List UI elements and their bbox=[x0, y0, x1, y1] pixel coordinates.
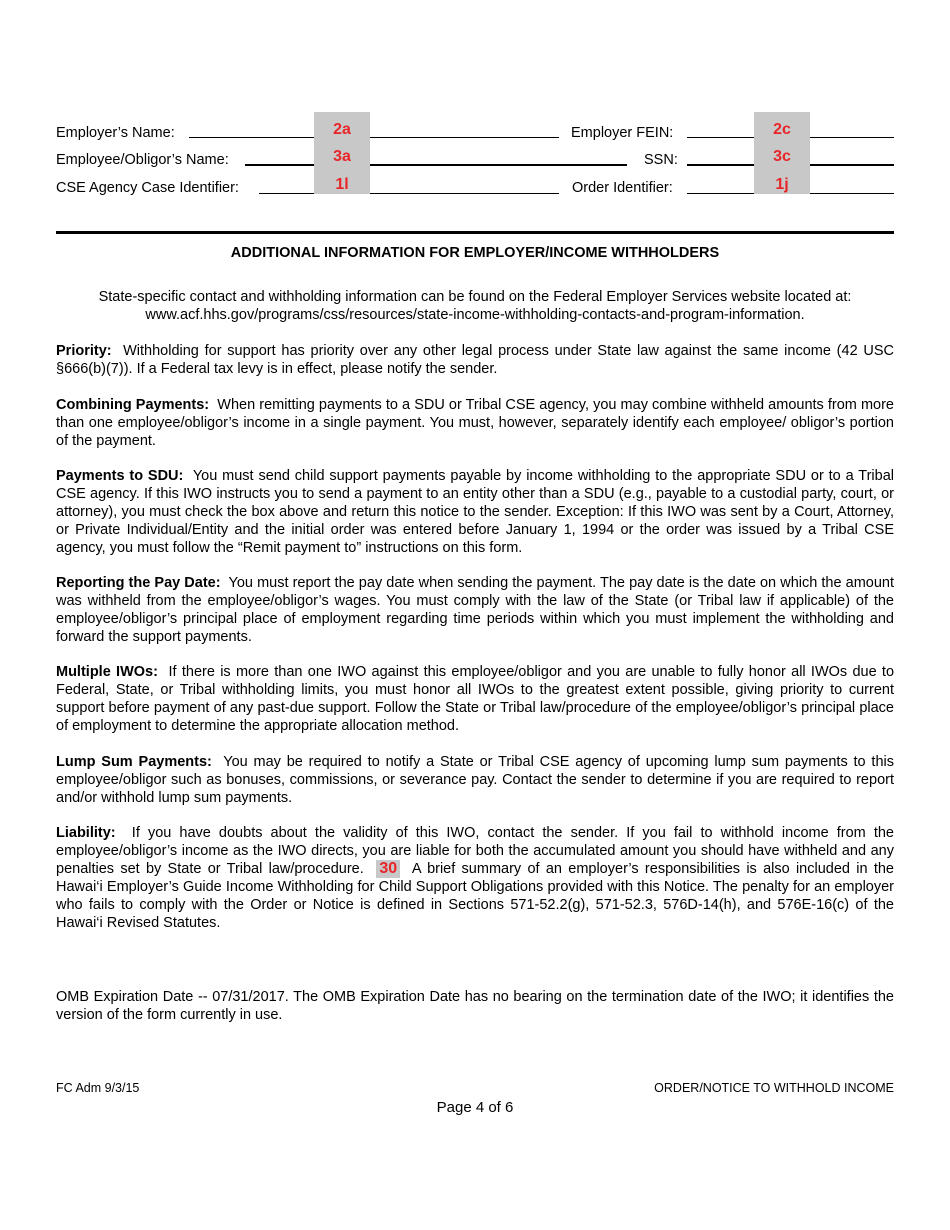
combining-heading: Combining Payments: bbox=[56, 397, 210, 413]
intro-line-1: State-specific contact and withholding information can be found on the Federal Employer Services website located at: bbox=[98, 289, 852, 305]
multiple-paragraph bbox=[56, 663, 894, 735]
ssn-field[interactable]: 3c bbox=[754, 140, 810, 167]
case-id-line bbox=[259, 193, 559, 194]
case-id-field[interactable]: 1l bbox=[314, 167, 370, 194]
employer-fein-label: Employer FEIN: bbox=[571, 125, 674, 141]
intro-link[interactable]: www.acf.hhs.gov/programs/css/resources/state-income-withholding-contacts-and-program-information. bbox=[145, 307, 805, 323]
order-id-label: Order Identifier: bbox=[572, 180, 673, 196]
liability-heading: Liability: bbox=[56, 825, 116, 841]
priority-text: Withholding for support has priority over any other legal process under State law against the same income (42 USC §666(b)(7)). If a Federal tax levy is in effect, please notify the sender. bbox=[56, 343, 894, 377]
employer-name-label: Employer’s Name: bbox=[56, 125, 175, 141]
paydate-heading: Reporting the Pay Date: bbox=[56, 575, 221, 591]
liability-text-2: A brief summary of an employer’s responsibilities is also included in the Hawai‘i Employer’s Guide Income Withholding for Child Support Obligations provided with this Notice. The penalty for an employer who fails to comply with the Order or Notice is defined in Sections 571-52.2(g), 571-52.3, 576D-14(h), and 576E-16(c) of the Hawai‘i Revised Statutes. bbox=[56, 861, 894, 931]
lumpsum-text: You may be required to notify a State or Tribal CSE agency of upcoming lump sum payments to this employee/obligor such as bonuses, commissions, or severance pay. Contact the sender to determine if you are required to report and/or withhold lump sum payments. bbox=[56, 754, 895, 806]
page-title: ADDITIONAL INFORMATION FOR EMPLOYER/INCOME WITHHOLDERS bbox=[230, 245, 720, 261]
paydate-text: You must report the pay date when sending the payment. The pay date is the date on which the amount was withheld from the employee/obligor’s wages. You must comply with the law of the State (or Tribal law if applicable) of the employee/obligor’s principal place of employment regarding time periods within which you must implement the withholding and forward the support payments. bbox=[56, 575, 895, 645]
combining-text: When remitting payments to a SDU or Tribal CSE agency, you may combine withheld amounts from more than one employee/obligor’s income in a single payment. You must, however, separately identify each employee/ obligor’s portion of the payment. bbox=[56, 397, 894, 449]
employee-name-label: Employee/Obligor’s Name: bbox=[56, 152, 229, 168]
liability-text-1: If you have doubts about the validity of this IWO, contact the sender. If you fail to withhold income from the employee/obligor’s income as the IWO directs, you are liable for both the accumulated amount you should have withheld and any penalties set by State or Tribal law/procedure. bbox=[56, 825, 894, 877]
sdu-text: You must send child support payments payable by income withholding to the appropriate SDU or to a Tribal CSE agency. If this IWO instructs you to send a payment to an entity other than a SDU (e.g., payable to a custodial party, court, or attorney), you must check the box above and return this notice to the sender. Exception: If this IWO was sent by a Court, Attorney, or Private Individual/Entity and the initial order was entered before January 1, 1994 or the order was issued by a Tribal CSE agency, you must follow the “Remit payment to” instructions on this form. bbox=[56, 468, 894, 556]
employer-name-line bbox=[189, 137, 559, 138]
multiple-text: If there is more than one IWO against this employee/obligor and you are unable to fully honor all IWOs due to Federal, State, or Tribal withholding limits, you must honor all IWOs to the greatest extent possible, giving priority to current support before payment of any past-due support. Follow the State or Tribal law/procedure of the employee/obligor’s principal place of employment to determine the appropriate allocation method. bbox=[56, 664, 895, 734]
footer-form-title: ORDER/NOTICE TO WITHHOLD INCOME bbox=[654, 1081, 894, 1095]
case-id-label: CSE Agency Case Identifier: bbox=[56, 180, 239, 196]
order-id-field[interactable]: 1j bbox=[754, 167, 810, 194]
ssn-label: SSN: bbox=[644, 152, 678, 168]
section-divider bbox=[56, 231, 894, 234]
employee-name-line bbox=[245, 164, 627, 166]
employee-name-field[interactable]: 3a bbox=[314, 140, 370, 167]
page-number: Page 4 of 6 bbox=[436, 1099, 514, 1116]
omb-paragraph: OMB Expiration Date -- 07/31/2017. The OMB Expiration Date has no bearing on the termination date of the IWO; it identifies the version of the form currently in use. bbox=[56, 989, 894, 1023]
footer-form-id: FC Adm 9/3/15 bbox=[56, 1081, 140, 1095]
paydate-paragraph bbox=[56, 574, 894, 646]
lumpsum-paragraph bbox=[56, 753, 894, 807]
employer-name-field[interactable]: 2a bbox=[314, 112, 370, 140]
intro-text bbox=[56, 288, 894, 324]
multiple-heading: Multiple IWOs: bbox=[56, 664, 158, 680]
sdu-heading: Payments to SDU: bbox=[56, 468, 184, 484]
liability-paragraph bbox=[56, 824, 894, 932]
sdu-paragraph bbox=[56, 467, 894, 557]
liability-field-tag[interactable]: 30 bbox=[376, 860, 400, 878]
priority-heading: Priority: bbox=[56, 343, 112, 359]
combining-paragraph bbox=[56, 396, 894, 450]
lumpsum-heading: Lump Sum Payments: bbox=[56, 754, 212, 770]
employer-fein-field[interactable]: 2c bbox=[754, 112, 810, 140]
priority-paragraph bbox=[56, 342, 894, 378]
